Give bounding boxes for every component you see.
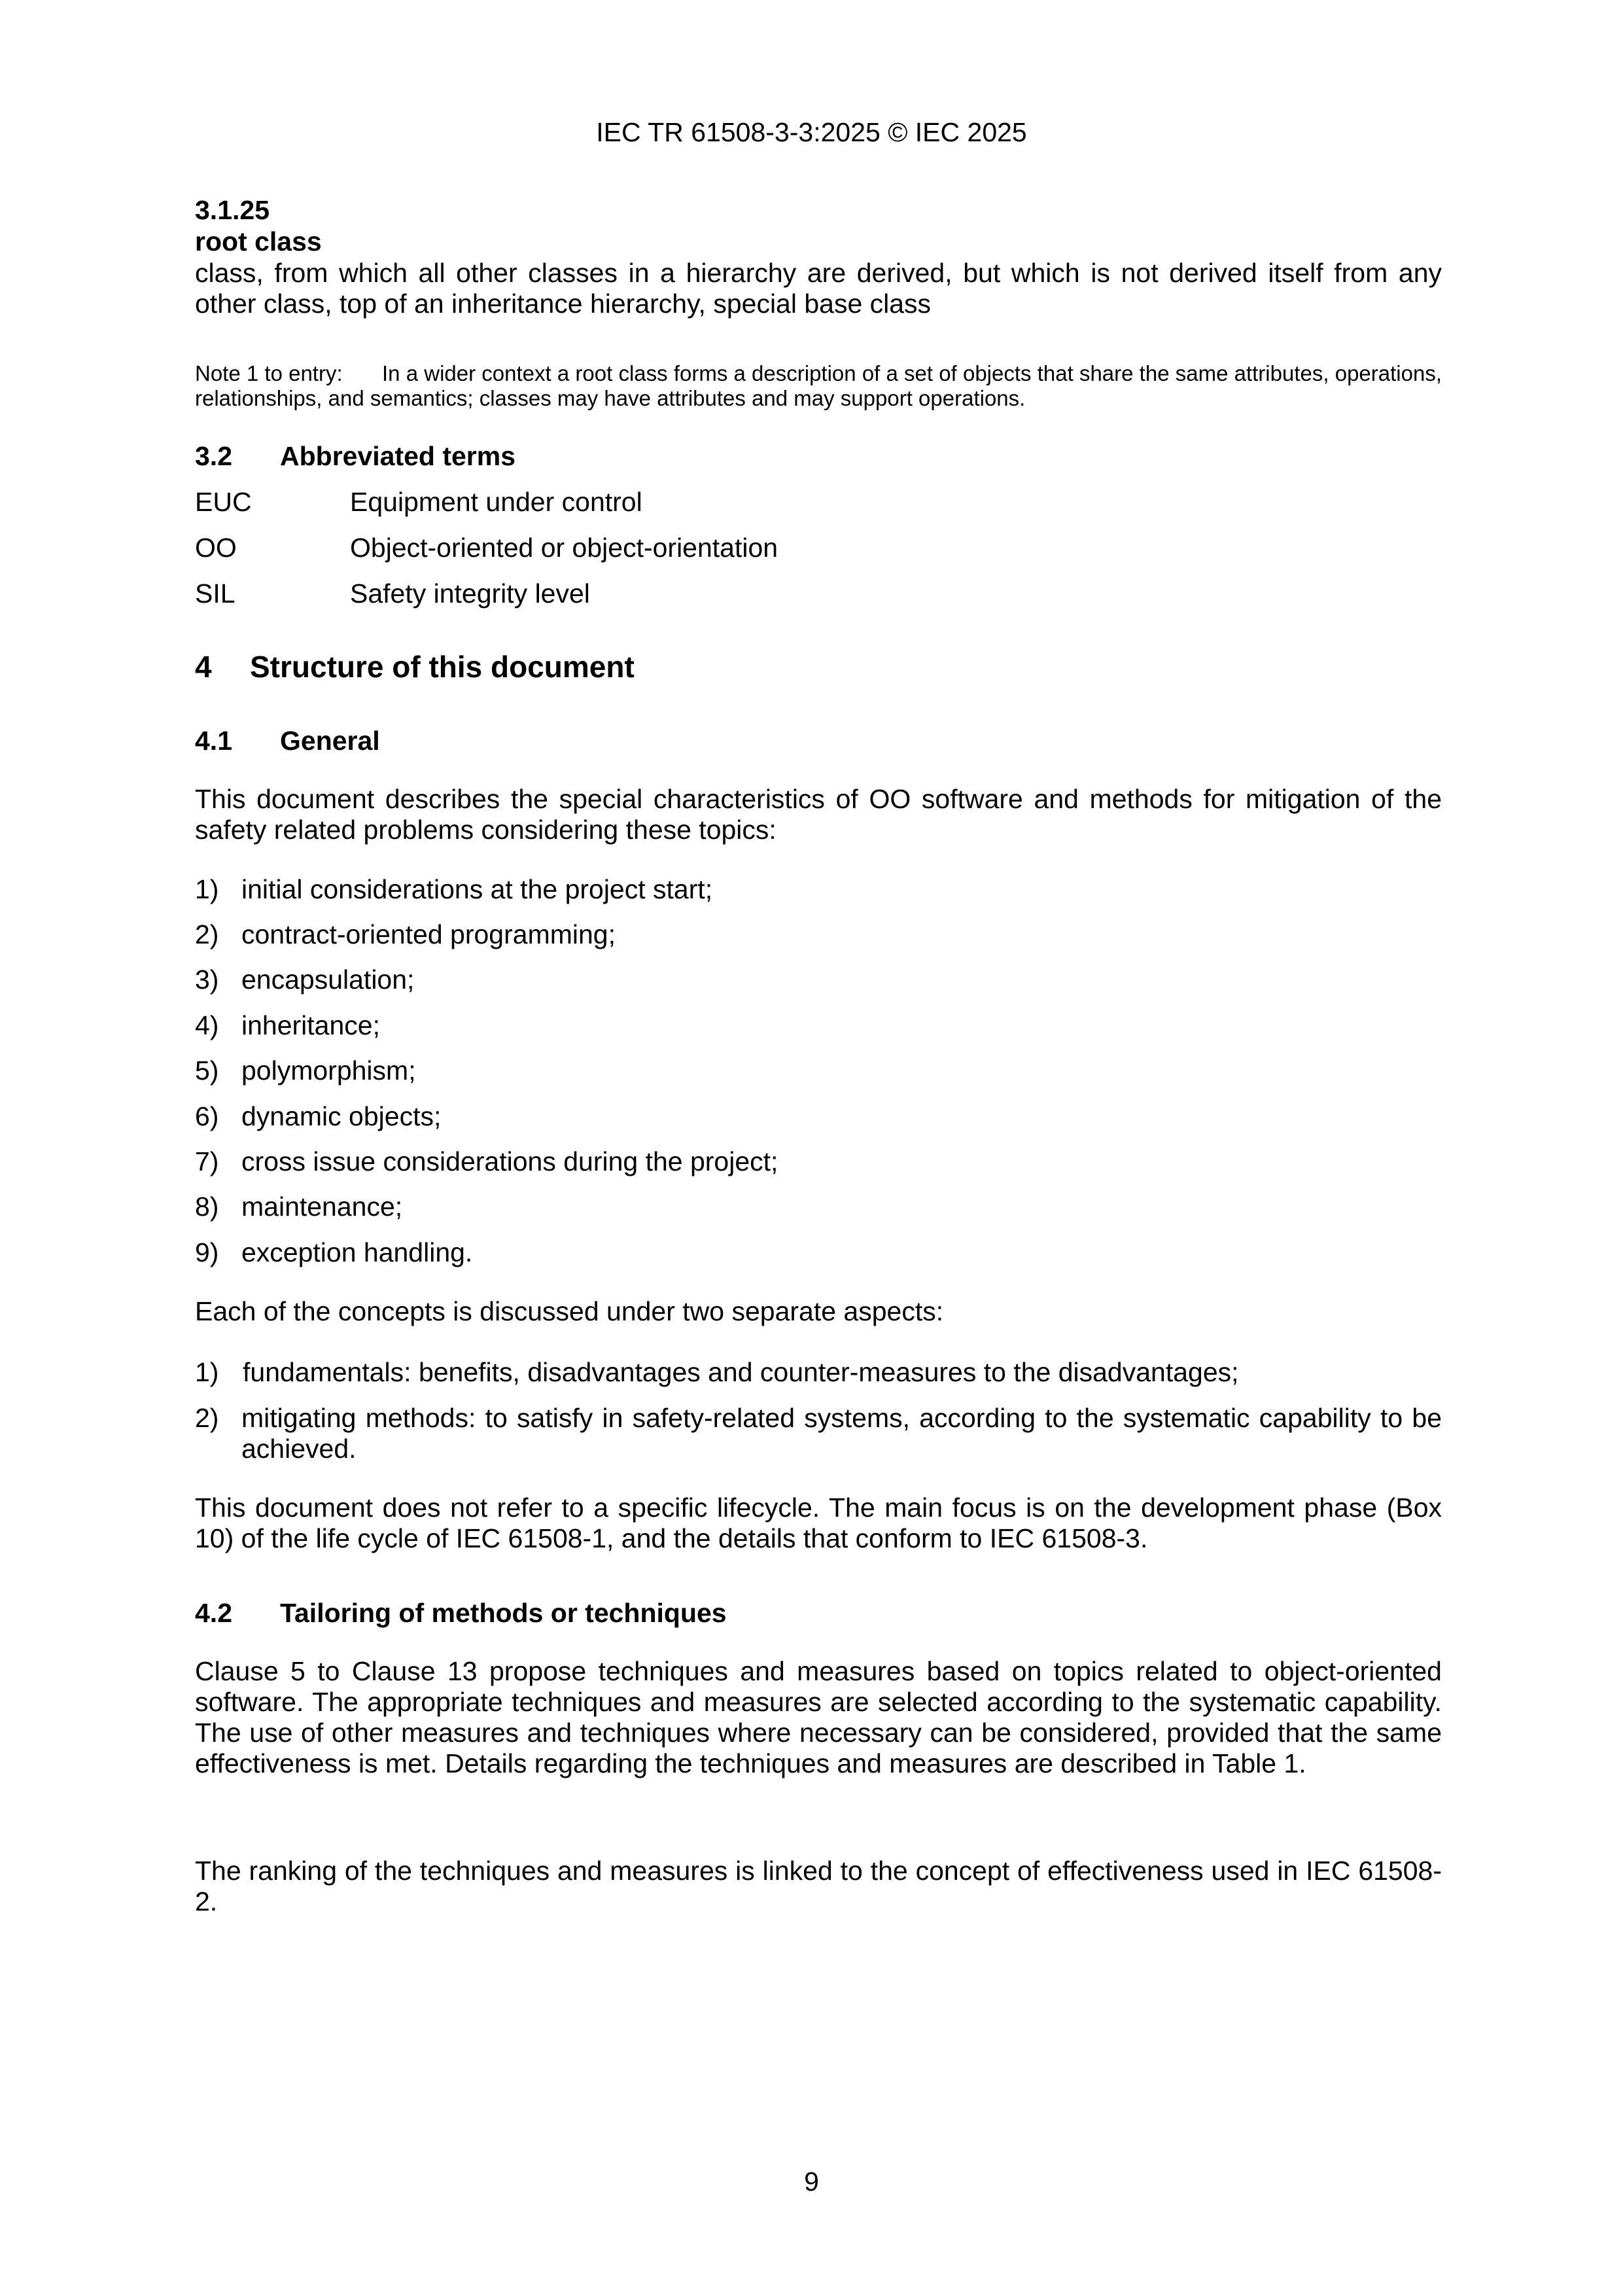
- list-text: initial considerations at the project start;: [241, 874, 713, 904]
- list-marker: 6): [195, 1101, 219, 1131]
- list-marker: 3): [195, 964, 219, 995]
- list-marker: 4): [195, 1010, 219, 1040]
- section-number: 4: [195, 650, 212, 684]
- list-item: [195, 1237, 1442, 1268]
- term-number: 3.1.25: [195, 195, 270, 225]
- page-number: 9: [804, 2166, 819, 2197]
- list-text: polymorphism;: [241, 1055, 416, 1086]
- note-label: Note 1 to entry:: [195, 361, 343, 385]
- list-text: dynamic objects;: [241, 1101, 442, 1131]
- lifecycle-paragraph: This document does not refer to a specific lifecycle. The main focus is on the development phase (Box 10) of the life cycle of IEC 61508-1, and the details that conform to IEC 61508-3.: [195, 1492, 1442, 1553]
- tailoring-paragraph: Clause 5 to Clause 13 propose techniques and measures based on topics related to object-oriented software. The appropriate techniques and measures are selected according to the systematic capability. The use of other measures and techniques where necessary can be considered, provided that the same effectiveness is met. Details regarding the techniques and measures are described in Table 1.: [195, 1656, 1442, 1778]
- list-marker: 1): [195, 874, 219, 904]
- list-text: fundamentals: benefits, disadvantages and counter-measures to the disadvantages;: [243, 1357, 1239, 1387]
- section-title: General: [280, 726, 380, 756]
- abbreviation: OO: [195, 533, 237, 563]
- page-header: IEC TR 61508-3-3:2025 © IEC 2025: [596, 117, 1027, 147]
- list-marker: 7): [195, 1146, 219, 1176]
- list-marker: 9): [195, 1237, 219, 1267]
- list-text: encapsulation;: [241, 964, 415, 995]
- abbreviation-meaning: Safety integrity level: [350, 578, 590, 609]
- list-marker: 8): [195, 1192, 219, 1222]
- section-heading-4-2: [195, 1597, 1442, 1629]
- list-item: [195, 1192, 1442, 1222]
- section-heading-3-2: [195, 440, 1442, 472]
- list-item: [195, 1055, 1442, 1086]
- list-item: [195, 1010, 1442, 1041]
- list-item: [195, 964, 1442, 995]
- abbreviation-row: [195, 578, 1442, 609]
- section-title: Tailoring of methods or techniques: [280, 1598, 727, 1628]
- list-marker: 2): [195, 1403, 219, 1433]
- section-heading-4: [195, 649, 1442, 684]
- list-text: contract-oriented programming;: [241, 919, 616, 949]
- section-number: 3.2: [195, 441, 232, 471]
- list-item: [195, 874, 1442, 905]
- section-heading-4-1: [195, 725, 1442, 756]
- term-title: root class: [195, 226, 322, 256]
- list-item: [195, 1101, 1442, 1132]
- general-intro-paragraph: This document describes the special characteristics of OO software and methods for mitigation of the safety related problems considering these topics:: [195, 784, 1442, 845]
- list-item: [195, 1146, 1442, 1177]
- note-text: In a wider context a root class forms a description of a set of objects that share the same attributes, operations, relationships, and semantics; classes may have attributes and may support operations.: [195, 361, 1442, 410]
- list-item: [195, 1403, 1442, 1464]
- list-text: exception handling.: [241, 1237, 473, 1267]
- list-text: cross issue considerations during the project;: [241, 1146, 778, 1176]
- list-marker: 2): [195, 919, 219, 949]
- list-item: [195, 919, 1442, 950]
- aspects-intro-paragraph: Each of the concepts is discussed under two separate aspects:: [195, 1296, 944, 1326]
- abbreviation-row: [195, 532, 1442, 563]
- list-text: maintenance;: [241, 1192, 403, 1222]
- section-title: Structure of this document: [250, 650, 635, 684]
- list-text: mitigating methods: to satisfy in safety-related systems, according to the systematic capability to be achieved.: [241, 1403, 1442, 1464]
- list-text: inheritance;: [241, 1010, 380, 1040]
- ranking-paragraph: The ranking of the techniques and measures is linked to the concept of effectiveness used in IEC 61508-2.: [195, 1856, 1442, 1916]
- section-title: Abbreviated terms: [280, 441, 516, 471]
- section-number: 4.1: [195, 726, 232, 756]
- section-number: 4.2: [195, 1598, 232, 1628]
- term-note: [195, 361, 1442, 411]
- list-item: [195, 1357, 1442, 1388]
- list-marker: 5): [195, 1055, 219, 1086]
- abbreviation: EUC: [195, 487, 252, 517]
- abbreviation-row: [195, 486, 1442, 518]
- abbreviation-meaning: Object-oriented or object-orientation: [350, 533, 778, 563]
- term-definition: class, from which all other classes in a hierarchy are derived, but which is not derived itself from any other class, top of an inheritance hierarchy, special base class: [195, 258, 1442, 319]
- abbreviation: SIL: [195, 578, 236, 609]
- abbreviation-meaning: Equipment under control: [350, 487, 642, 517]
- list-marker: 1): [195, 1357, 219, 1387]
